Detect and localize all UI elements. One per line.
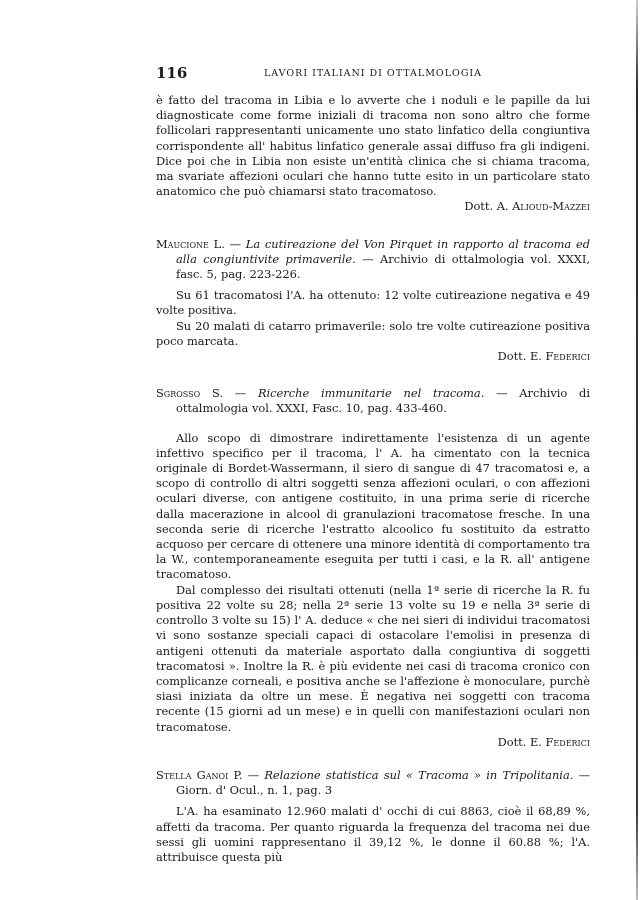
page-header: [156, 64, 590, 84]
citation-source: — Archivio di ottalmologia vol. XXXI, fasc. 5, pag. 223-226.: [176, 251, 590, 282]
citation-author: Stella Ganoi P.: [156, 767, 243, 782]
citation-source: — Giorn. d' Ocul., n. 1, pag. 3: [176, 767, 590, 798]
citation-author: Maucione L.: [156, 236, 225, 251]
citation: Stella Ganoi P. — Relazione statistica sul « Tracoma » in Tripolitania. — Giorn. d' Ocul., n. 1, pag. 3: [156, 767, 590, 798]
abstract-stella-ganoi: [156, 768, 590, 865]
citation: Sgrosso S. — Ricerche immunitarie nel tracoma. — Archivio di ottalmologia vol. XXXI, Fasc. 10, pag. 433-460.: [156, 386, 590, 416]
abstract-paragraph: è fatto del tracoma in Libia e lo avverte che i noduli e le papille da lui diagnosticate come forme iniziali di tracoma non sono altro che forme follicolari rappresentanti unicamente uno stato linfatico della congiuntiva corrispondente all' habitus linfatico generale assai diffuso fra gli indigeni. Dice poi che in Libia non esiste un'entità clinica che si chiama tracoma, ma svariate affezioni oculari che hanno tutte esito in un particolare stato anatomico che può chiamarsi stato tracomatoso.: [156, 93, 590, 199]
citation-author: Sgrosso S.: [156, 386, 223, 401]
abstract-paragraph: Su 20 malati di catarro primaverile: solo tre volte cutireazione positiva poco marcata.: [156, 318, 590, 348]
signature: Dott. A. Alioud-Mazzei: [464, 199, 590, 214]
citation-title: La cutireazione del Von Pirquet in rapporto al tracoma ed alla congiuntivite primaverile.: [176, 236, 591, 266]
signature-name: Alioud-Mazzei: [512, 199, 590, 214]
abstract-continuation: [156, 93, 590, 215]
abstract-paragraph: L'A. ha esaminato 12.960 malati d' occhi di cui 8863, cioè il 68,89 %, affetti da tracoma. Per quanto riguarda la frequenza del tracoma nei due sessi gli uomini rappresentano il 39,12 %, le donne il 60.88 %; l'A. attribuisce questa più: [156, 804, 590, 864]
citation: Maucione L. — La cutireazione del Von Pirquet in rapporto al tracoma ed alla congiuntivite primaverile. — Archivio di ottalmologia vol. XXXI, fasc. 5, pag. 223-226.: [156, 236, 591, 282]
signature-name: Federici: [545, 734, 590, 749]
citation-title: Ricerche immunitarie nel tracoma.: [257, 386, 485, 401]
page-number: 116: [156, 64, 188, 82]
signature-name: Federici: [545, 349, 590, 364]
running-head: LAVORI ITALIANI DI OTTALMOLOGIA: [263, 68, 483, 79]
page-edge-shadow: [636, 0, 638, 900]
abstract-maucione: [156, 237, 590, 365]
abstract-paragraph: Allo scopo di dimostrare indirettamente l'esistenza di un agente infettivo specifico per il tracoma, l' A. ha cimentato con la tecnica originale di Bordet-Wassermann, il siero di sangue di 47 tracomatosi e, a scopo di controllo di altri soggetti senza affezioni oculari, o con affezioni oculari diverse, con antigene costituito, in una prima serie di ricerche dalla macerazione in alcool di granulazioni tracomatose fresche. In una seconda serie di ricerche l'estratto alcoolico fu sostituito da estratto acquoso per cercare di ottenere una minore identità di comportamento tra la W., contemporaneamente eseguita per tutti i casi, e la R. all' antigene tracomatoso.: [156, 430, 590, 582]
citation-source: — Archivio di ottalmologia vol. XXXI, Fasc. 10, pag. 433-460.: [176, 386, 590, 416]
signature: Dott. E. Federici: [497, 349, 590, 364]
signature: Dott. E. Federici: [497, 734, 590, 749]
citation-title: Relazione statistica sul « Tracoma » in Tripolitania.: [264, 767, 574, 782]
abstract-sgrosso: [156, 386, 590, 750]
page-body: [156, 93, 590, 865]
abstract-paragraph: Dal complesso dei risultati ottenuti (nella 1ª serie di ricerche la R. fu positiva 22 volte su 28; nella 2ª serie 13 volte su 19 e nella 3ª serie di controllo 3 volte su 15) l' A. deduce « che nei sieri di individui tracomatosi vi sono sostanze speciali capaci di ostacolare l'emolisi in presenza di antigeni ottenuti da materiale asportato dalla congiuntiva di soggetti tracomatosi ». Inoltre la R. è più evidente nei casi di tracoma cronico con complicanze corneali, e positiva anche se l'affezione è monoculare, purchè siasi iniziata da oltre un mese. È negativa nei soggetti con tracoma recente (15 giorni ad un mese) e in quelli con manifestazioni oculari non tracomatose.: [156, 582, 590, 734]
abstract-paragraph: Su 61 tracomatosi l'A. ha ottenuto: 12 volte cutireazione negativa e 49 volte positiva.: [156, 288, 590, 318]
